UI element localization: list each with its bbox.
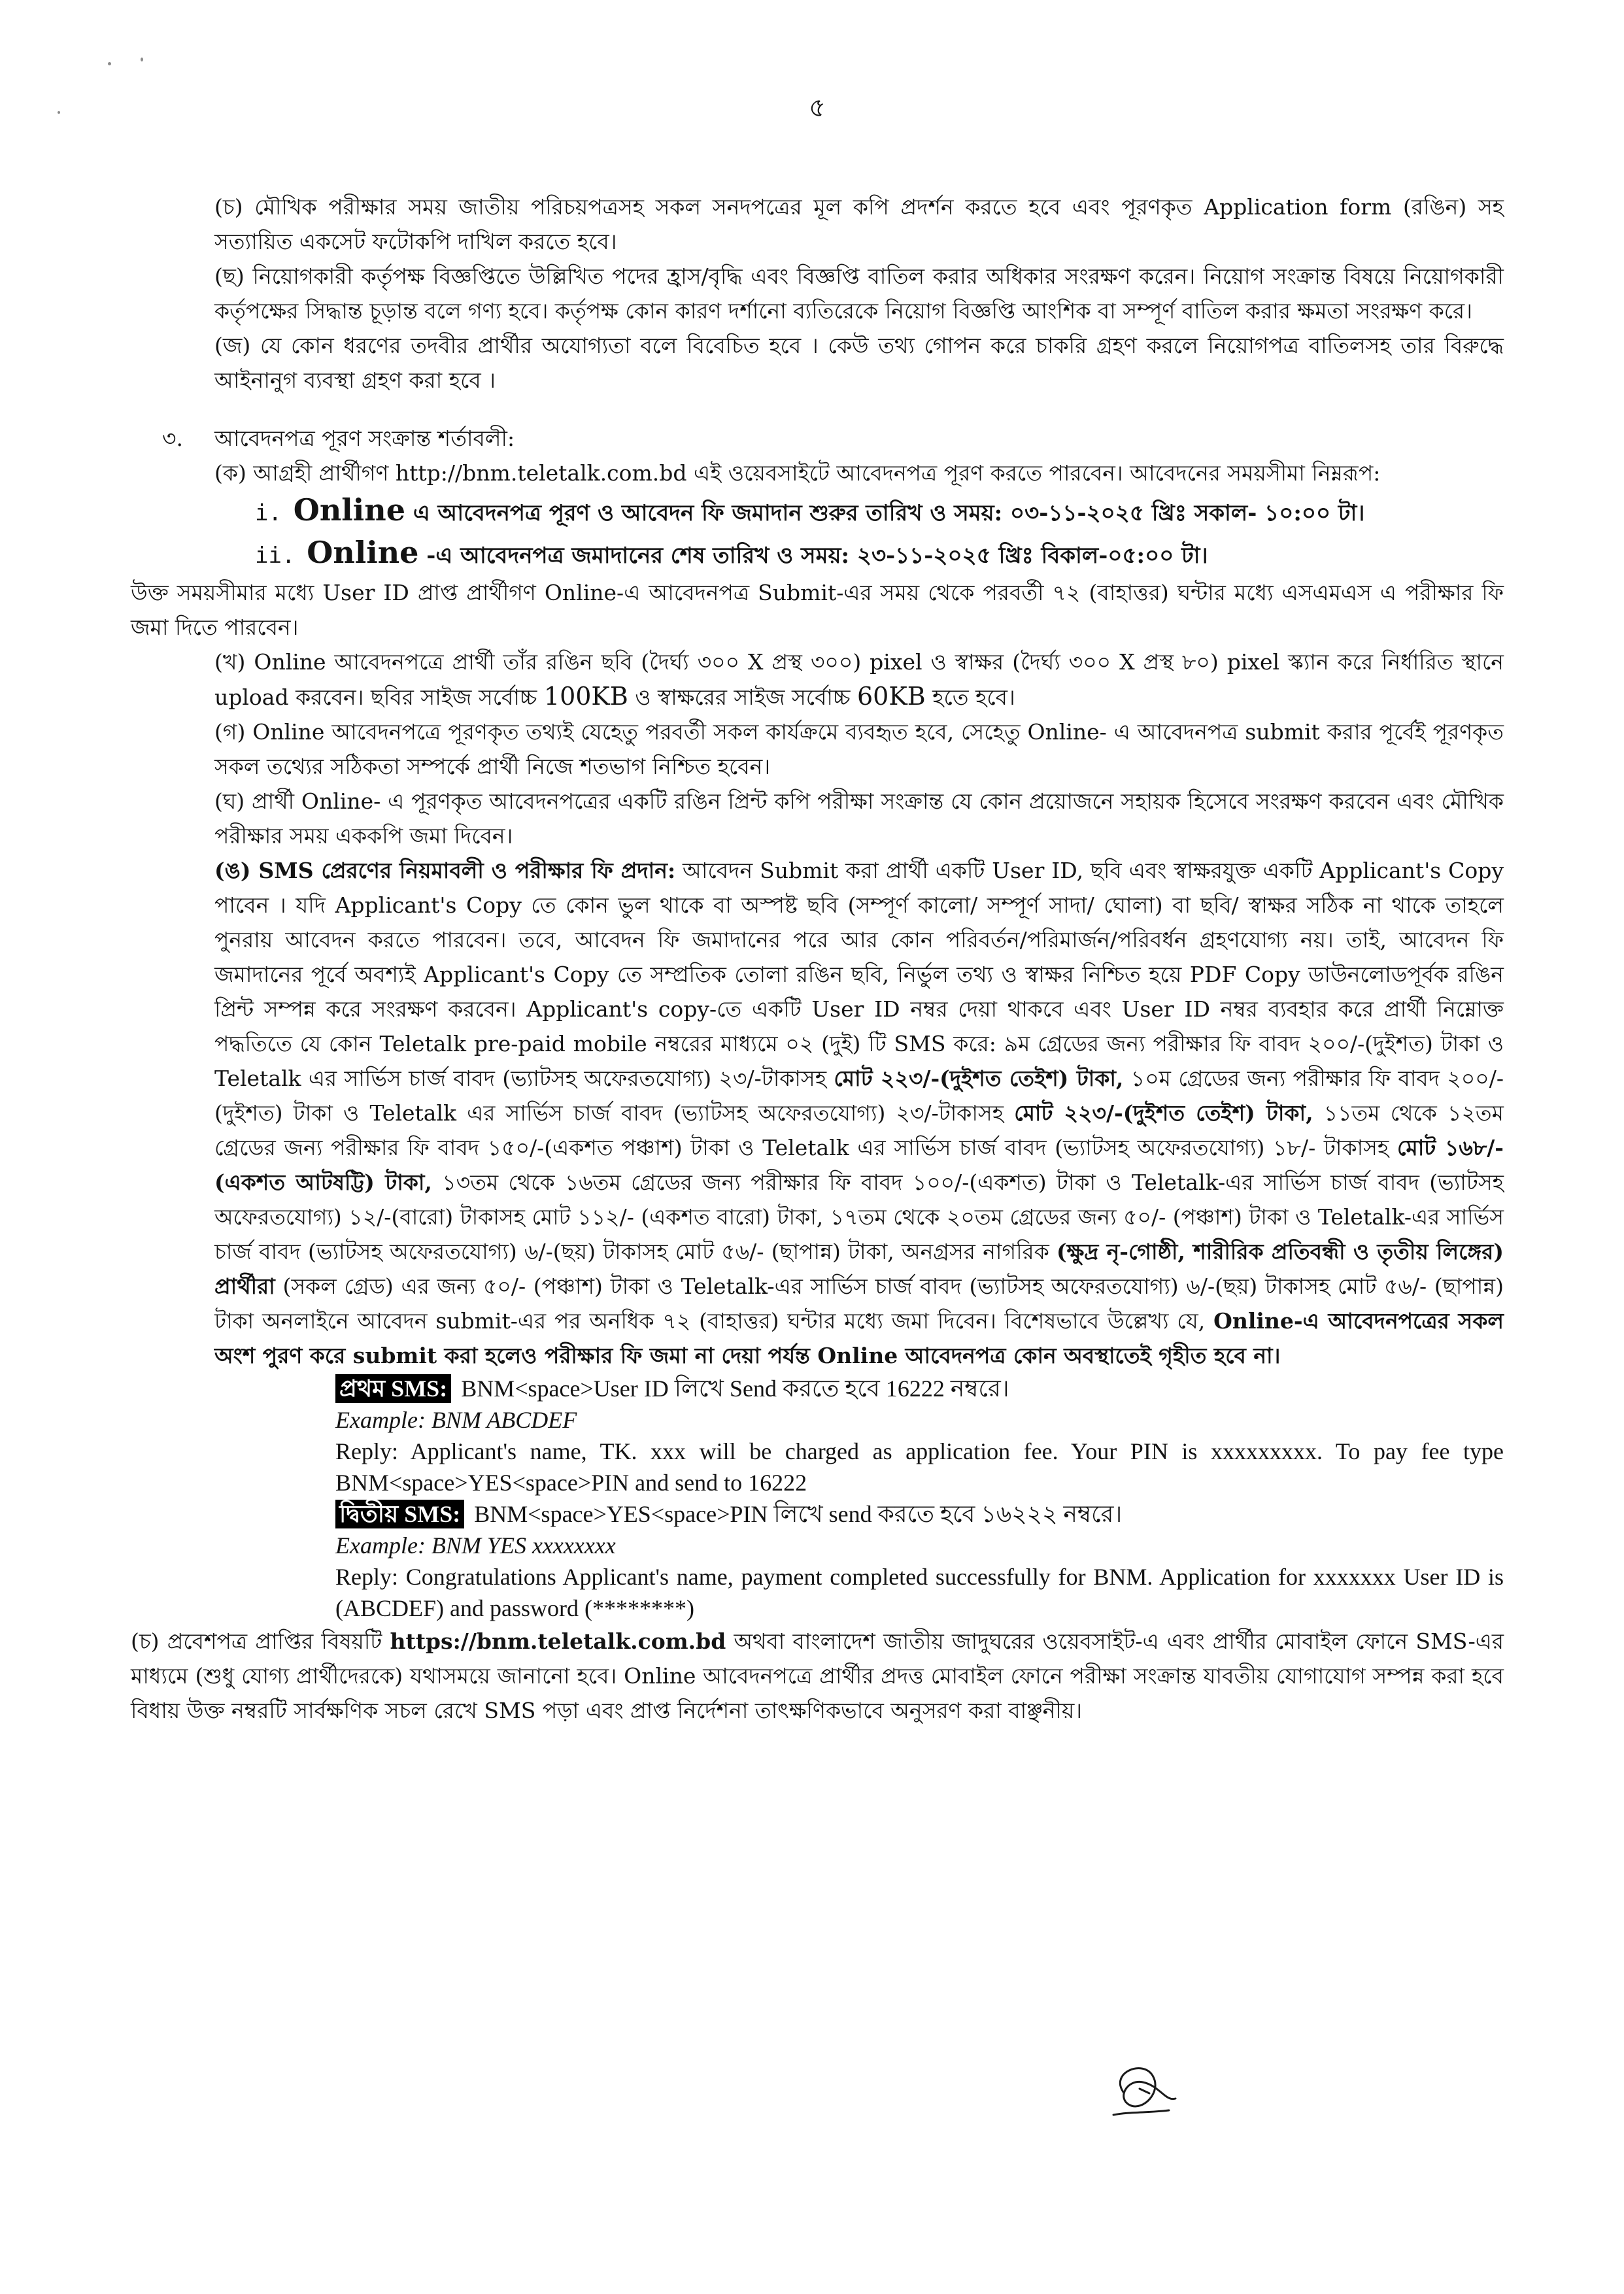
clause-uma-text-5: (সকল গ্রেড) এর জন্য ৫০/- (পঞ্চাশ) টাকা ও Teletalk-এর সার্ভিস চার্জ বাবদ (ভ্যাটসহ অফেরতযোগ্য) ৬/-(ছয়) টাকাসহ মোট ৫৬/- (ছাপান্ন) টাকা অনলাইনে আবেদন submit-এর পর অনধিক ৭২ (বাহাত্তর) ঘন্টার মধ্যে জমা দিবেন। বিশেষভাবে উল্লেখ্য যে, (214, 1274, 1504, 1334)
clause-kha-text-3: হতে হবে। (925, 684, 1015, 710)
clause-kha-text-2: ও স্বাক্ষরের সাইজ সর্বোচ্চ (628, 684, 857, 710)
second-sms-text: BNM<space>YES<space>PIN লিখে send করতে হবে ১৬২২২ নম্বরে। (468, 1501, 1123, 1527)
clause-uma-text-4: ১৩তম থেকে ১৬তম গ্রেডের জন্য পরীক্ষার ফি বাবদ ১০০/-(একশত) টাকা ও Teletalk-এর সার্ভিস চার্জ বাবদ (ভ্যাটসহ অফেরতযোগ্য) ১২/-(বারো) টাকাসহ মোট ১১২/- (একশত বারো) টাকা, ১৭তম থেকে ২০তম গ্রেডের জন্য ৫০/- (পঞ্চাশ) টাকা ও Teletalk-এর সার্ভিস চার্জ বাবদ (ভ্যাটসহ অফেরতযোগ্য) ৬/-(ছয়) টাকাসহ মোট ৫৬/- (ছাপান্ন) টাকা, অনগ্রসর নাগরিক (214, 1170, 1504, 1264)
clause-cha: (চ) মৌখিক পরীক্ষার সময় জাতীয় পরিচয়পত্রসহ সকল সনদপত্রের মূল কপি প্রদর্শন করতে হবে এবং পূরণকৃত Application form (রঙিন) সহ সত্যায়িত একসেট ফটোকপি দাখিল করতে হবে। (214, 194, 1504, 254)
clause-uma-text-2: ১০ম গ্রেডের জন্য পরীক্ষার ফি বাবদ ২০০/-(দুইশত) টাকা ও Teletalk এর সার্ভিস চার্জ বাবদ (ভ্যাটসহ অফেরতযোগ্য) ২৩/-টাকাসহ (214, 1066, 1504, 1126)
first-sms-example: Example: BNM ABCDEF (335, 1407, 577, 1433)
clause-uma (131, 853, 1504, 1373)
first-sms (335, 1373, 1504, 1404)
fee-warning: Online-এ আবেদনপত্রের সকল অংশ পুরণ করে submit করা হলেও পরীক্ষার ফি জমা না দেয়া পর্যন্ত Online আবেদনপত্র কোন অবস্থাতেই গৃহীত হবে না। (214, 1308, 1504, 1368)
clause-ka: (ক) আগ্রহী প্রার্থীগণ http://bnm.teletalk.com.bd এই ওয়েবসাইটে আবেদনপত্র পূরণ করতে পারবেন। আবেদনের সময়সীমা নিম্নরূপ: (214, 460, 1381, 486)
online-start-date (131, 490, 1504, 533)
clause-uma-text-3: ১১তম থেকে ১২তম গ্রেডের জন্য পরীক্ষার ফি বাবদ ১৫০/-(একশত পঞ্চাশ) টাকা ও Teletalk এর সার্ভিস চার্জ বাবদ (ভ্যাটসহ অফেরতযোগ্য) ১৮/- টাকাসহ (214, 1100, 1504, 1160)
online-label: Online (293, 492, 405, 528)
clause-gha: (ঘ) প্রার্থী Online- এ পূরণকৃত আবেদনপত্রের একটি রঙিন প্রিন্ট কপি পরীক্ষা সংক্রান্ত যে কোন প্রয়োজনে সহায়ক হিসেবে সংরক্ষণ করবেন এবং মৌখিক পরীক্ষার সময় এককপি জমা দিবেন। (214, 788, 1504, 849)
section-number: ৩. (162, 426, 183, 451)
clause-uma-text-1: আবেদন Submit করা প্রার্থী একটি User ID, ছবি এবং স্বাক্ষরযুক্ত একটি Applicant's Copy পাবেন । যদি Applicant's Copy তে কোন ভুল থাকে বা অস্পষ্ট ছবি (সম্পূর্ণ কালো/ সম্পূর্ণ সাদা/ ঘোলা) বা ছবি/ স্বাক্ষর সঠিক না থাকে তাহলে পুনরায় আবেদন করতে পারবেন। তবে, আবেদন ফি জমাদানের পরে আর কোন পরিবর্তন/পরিমার্জন/পরিবর্ধন গ্রহণযোগ্য নয়। তাই, আবেদন ফি জমাদানের পূর্বে অবশ্যই Applicant's Copy তে সম্প্রতিক তোলা রঙিন ছবি, নির্ভুল তথ্য ও স্বাক্ষর নিশ্চিত হয়ে PDF Copy ডাউনলোডপূর্বক রঙিন প্রিন্ট সম্পন্ন করে সংরক্ষণ করবেন। Applicant's copy-তে একটি User ID নম্বর দেয়া থাকবে এবং User ID নম্বর ব্যবহার করে প্রার্থী নিম্নোক্ত পদ্ধতিতে যে কোন Teletalk pre-paid mobile নম্বরের মাধ্যমে ০২ (দুই) টি SMS করে: ৯ম গ্রেডের জন্য পরীক্ষার ফি বাবদ ২০০/-(দুইশত) টাকা ও Teletalk এর সার্ভিস চার্জ বাবদ (ভ্যাটসহ অফেরতযোগ্য) ২৩/-টাকাসহ (214, 858, 1504, 1091)
first-sms-reply: Reply: Applicant's name, TK. xxx will be charged as application fee. Your PIN is xxxxxxxxx. To pay fee type BNM<space>YES<space>PIN and send to 16222 (335, 1438, 1504, 1496)
clause-cha-admit (131, 1624, 1504, 1728)
clause-kha-text-1: (খ) Online আবেদনপত্রে প্রার্থী তাঁর রঙিন ছবি (দৈর্ঘ্য ৩০০ X প্রস্থ ৩০০) pixel ও স্বাক্ষর (দৈর্ঘ্য ৩০০ X প্রস্থ ৮০) pixel স্ক্যান করে নির্ধারিত স্থানে upload করবেন। ছবির সাইজ সর্বোচ্চ (214, 649, 1504, 710)
section-title: আবেদনপত্র পূরণ সংক্রান্ত শর্তাবলী: (214, 426, 515, 451)
clause-ja: (জ) যে কোন ধরণের তদবীর প্রার্থীর অযোগ্যতা বলে বিবেচিত হবে । কেউ তথ্য গোপন করে চাকরি গ্রহণ করলে নিয়োগপত্র বাতিলসহ তার বিরুদ্ধে আইনানুগ ব্যবস্থা গ্রহণ করা হবে । (214, 333, 1504, 393)
clause-uma-heading: (ঙ) SMS প্রেরণের নিয়মাবলী ও পরীক্ষার ফি প্রদান: (214, 858, 676, 883)
clause-kha (131, 645, 1504, 715)
online-start-text: এ আবেদনপত্র পূরণ ও আবেদন ফি জমাদান শুরুর তারিখ ও সময়: ০৩-১১-২০২৫ খ্রিঃ সকাল- ১০:০০ টা। (413, 500, 1365, 526)
section-3-heading (131, 421, 1504, 456)
fee-grade-9: মোট ২২৩/-(দুইশত তেইশ) টাকা, (834, 1066, 1124, 1091)
clause-ga: (গ) Online আবেদনপত্রে পূরণকৃত তথ্যই যেহেতু পরবর্তী সকল কার্যক্রমে ব্যবহৃত হবে, সেহেতু Online- এ আবেদনপত্র submit করার পূর্বেই পূরণকৃত সকল তথ্যের সঠিকতা সম্পর্কে প্রার্থী নিজে শতভাগ নিশ্চিত হবেন। (214, 719, 1504, 779)
clause-cha-admit-text-2: অথবা বাংলাদেশ জাতীয় জাদুঘরের ওয়েবসাইট-এ এবং প্রার্থীর মোবাইল ফোনে SMS-এর মাধ্যমে (শুধু যোগ্য প্রার্থীদেরকে) যথাসময়ে জানানো হবে। Online আবেদনপত্রে প্রার্থীর প্রদত্ত মোবাইল ফোনে পরীক্ষা সংক্রান্ত যাবতীয় যোগাযোগ সম্পন্ন করা হবে বিধায় উক্ত নম্বরটি সার্বক্ষণিক সচল রেখে SMS পড়া এবং প্রাপ্ত নির্দেশনা তাৎক্ষণিকভাবে অনুসরণ করা বাঞ্ছনীয়। (131, 1628, 1504, 1723)
clause-ka-note: উক্ত সময়সীমার মধ্যে User ID প্রাপ্ত প্রার্থীগণ Online-এ আবেদনপত্র Submit-এর সময় থেকে পরবর্তী ৭২ (বাহাত্তর) ঘন্টার মধ্যে এসএমএস এ পরীক্ষার ফি জমা দিতে পারবেন। (131, 580, 1504, 640)
first-sms-text: BNM<space>User ID লিখে Send করতে হবে 16222 নম্বরে। (455, 1375, 1009, 1402)
second-sms-tag: দ্বিতীয় SMS: (335, 1500, 464, 1528)
roman-numeral: i. (255, 500, 282, 526)
second-sms (335, 1498, 1504, 1530)
teletalk-url: https://bnm.teletalk.com.bd (390, 1628, 726, 1654)
roman-numeral: ii. (255, 543, 296, 569)
signature (1104, 2053, 1182, 2125)
online-label: Online (307, 535, 419, 570)
special-candidates: (ক্ষুদ্র নৃ-গোষ্ঠী, শারীরিক প্রতিবন্ধী ও তৃতীয় লিঙ্গের) প্রার্থীরা (214, 1239, 1504, 1299)
online-end-text: -এ আবেদনপত্র জমাদানের শেষ তারিখ ও সময়: ২৩-১১-২০২৫ খ্রিঃ বিকাল-০৫:০০ টা। (426, 543, 1208, 569)
page-number: ৫ (809, 93, 826, 123)
sms-instructions (131, 1373, 1504, 1624)
photo-size-limit: 100KB (543, 682, 628, 711)
fee-grade-10: মোট ২২৩/-(দুইশত তেইশ) টাকা, (1014, 1100, 1313, 1126)
signature-size-limit: 60KB (856, 682, 926, 711)
second-sms-example: Example: BNM YES xxxxxxxx (335, 1532, 616, 1559)
document-body (131, 190, 1504, 1728)
fee-grade-11-12: মোট ১৬৮/-(একশত আটষট্টি) টাকা, (214, 1135, 1504, 1195)
second-sms-reply: Reply: Congratulations Applicant's name, payment completed successfully for BNM. Application for xxxxxxx User ID is (ABCDEF) and password (********) (335, 1564, 1504, 1621)
first-sms-tag: প্রথম SMS: (335, 1374, 451, 1403)
clause-chha: (ছ) নিয়োগকারী কর্তৃপক্ষ বিজ্ঞপ্তিতে উল্লিখিত পদের হ্রাস/বৃদ্ধি এবং বিজ্ঞপ্তি বাতিল করার অধিকার সংরক্ষণ করেন। নিয়োগ সংক্রান্ত বিষয়ে নিয়োগকারী কর্তৃপক্ষের সিদ্ধান্ত চূড়ান্ত বলে গণ্য হবে। কর্তৃপক্ষ কোন কারণ দর্শানো ব্যতিরেকে নিয়োগ বিজ্ঞপ্তি আংশিক বা সম্পূর্ণ বাতিল করার ক্ষমতা সংরক্ষণ করে। (214, 263, 1504, 324)
clause-cha-admit-text-1: (চ) প্রবেশপত্র প্রাপ্তির বিষয়টি (131, 1628, 390, 1654)
online-end-date (131, 533, 1504, 575)
